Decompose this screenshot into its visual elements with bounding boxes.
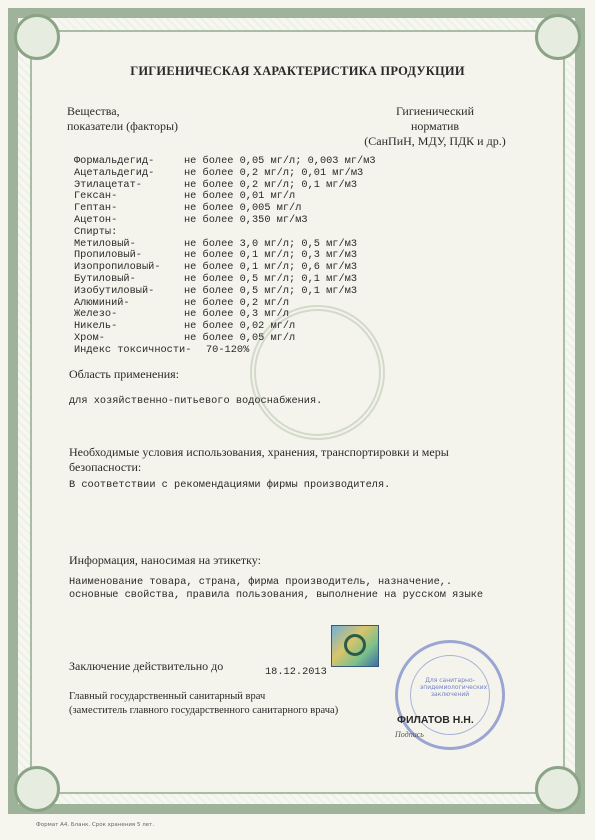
- scope-label: Область применения:: [69, 367, 180, 381]
- substance-norm: не более 0,2 мг/л: [184, 296, 290, 309]
- label-info-text-1: Наименование товара, страна, фирма производитель, назначение,.: [69, 576, 453, 588]
- document-title: ГИГИЕНИЧЕСКАЯ ХАРАКТЕРИСТИКА ПРОДУКЦИИ: [130, 64, 465, 78]
- substance-name: Железо-: [74, 308, 118, 321]
- label-info-text-2: основные свойства, правила пользования, выполнение на русском языке: [69, 589, 484, 601]
- substance-name: Гептан-: [74, 202, 118, 215]
- substance-norm: 70-120%: [206, 343, 250, 356]
- signature-caption: Подпись: [395, 730, 424, 739]
- substance-name: Бутиловый-: [74, 273, 136, 285]
- substance-norm: не более 0,01 мг/л: [184, 190, 296, 203]
- substance-norm: не более 0,1 мг/л; 0,3 мг/м3: [184, 249, 358, 262]
- substance-norm: не более 0,1 мг/л; 0,6 мг/м3: [184, 261, 358, 274]
- substance-norm: не более 0,3 мг/л: [184, 308, 290, 321]
- substance-norm: не более 3,0 мг/л; 0,5 мг/м3: [184, 237, 358, 250]
- substance-name: Ацетальдегид-: [74, 166, 155, 179]
- substance-name: Метиловый-: [74, 237, 136, 250]
- substance-name: Ацетон-: [74, 214, 118, 226]
- validity-label: Заключение действительно до: [69, 659, 224, 673]
- substance-norm: не более 0,2 мг/л; 0,01 мг/м3: [184, 166, 364, 179]
- form-footer-note: Формат А4. Бланк. Срок хранения 5 лет.: [36, 822, 155, 828]
- substance-norm: не более 0,5 мг/л; 0,1 мг/м3: [184, 284, 358, 297]
- column-header-norm: Гигиенический норматив (СанПиН, МДУ, ПДК и др.): [364, 104, 506, 148]
- substance-name: Гексан-: [74, 190, 118, 203]
- ornament-corner-icon: [535, 14, 581, 60]
- ornament-corner-icon: [14, 14, 60, 60]
- official-stamp-icon: Для санитарно-эпидемиологических заключений: [395, 640, 505, 750]
- substance-norm: не более 0,350 мг/м3: [184, 214, 308, 226]
- substance-name: Никель-: [74, 320, 118, 333]
- validity-date: 18.12.2013: [265, 666, 327, 678]
- label-info-label: Информация, наносимая на этикетку:: [69, 553, 261, 567]
- conditions-text: В соответствии с рекомендациями фирмы производителя.: [69, 479, 391, 491]
- substance-name: Изопропиловый-: [74, 261, 161, 274]
- substance-norm: не более 0,02 мг/л: [184, 320, 296, 333]
- chief-doctor-deputy-line: (заместитель главного государственного санитарного врача): [69, 705, 339, 716]
- substance-name: Хром-: [74, 332, 105, 344]
- conditions-label: Необходимые условия использования, хранения, транспортировки и меры безопасности:: [69, 445, 449, 474]
- column-header-substances: Вещества, показатели (факторы): [67, 104, 179, 133]
- substance-norm: не более 0,005 мг/л: [184, 202, 302, 215]
- hologram-seal-icon: [331, 625, 379, 667]
- substance-name: Алюминий-: [74, 296, 130, 309]
- ornament-corner-icon: [14, 766, 60, 812]
- chief-doctor-line: Главный государственный санитарный врач: [69, 691, 266, 702]
- substance-name: Формальдегид-: [74, 155, 155, 167]
- substance-norm: не более 0,05 мг/л; 0,003 мг/м3: [184, 155, 376, 167]
- substance-name: Индекс токсичности-: [74, 343, 192, 356]
- ornament-corner-icon: [535, 766, 581, 812]
- substance-name: Изобутиловый-: [74, 284, 155, 297]
- scope-text: для хозяйственно-питьевого водоснабжения.: [69, 395, 323, 407]
- substance-norm: не более 0,05 мг/л: [184, 332, 296, 344]
- signer-name: ФИЛАТОВ Н.Н.: [397, 714, 474, 726]
- substance-norm: не более 0,5 мг/л; 0,1 мг/м3: [184, 273, 358, 285]
- substance-name: Пропиловый-: [74, 249, 142, 262]
- substance-name: Этилацетат-: [74, 178, 142, 191]
- substance-norm: не более 0,2 мг/л; 0,1 мг/м3: [184, 178, 358, 191]
- substance-name: Спирты:: [74, 225, 118, 238]
